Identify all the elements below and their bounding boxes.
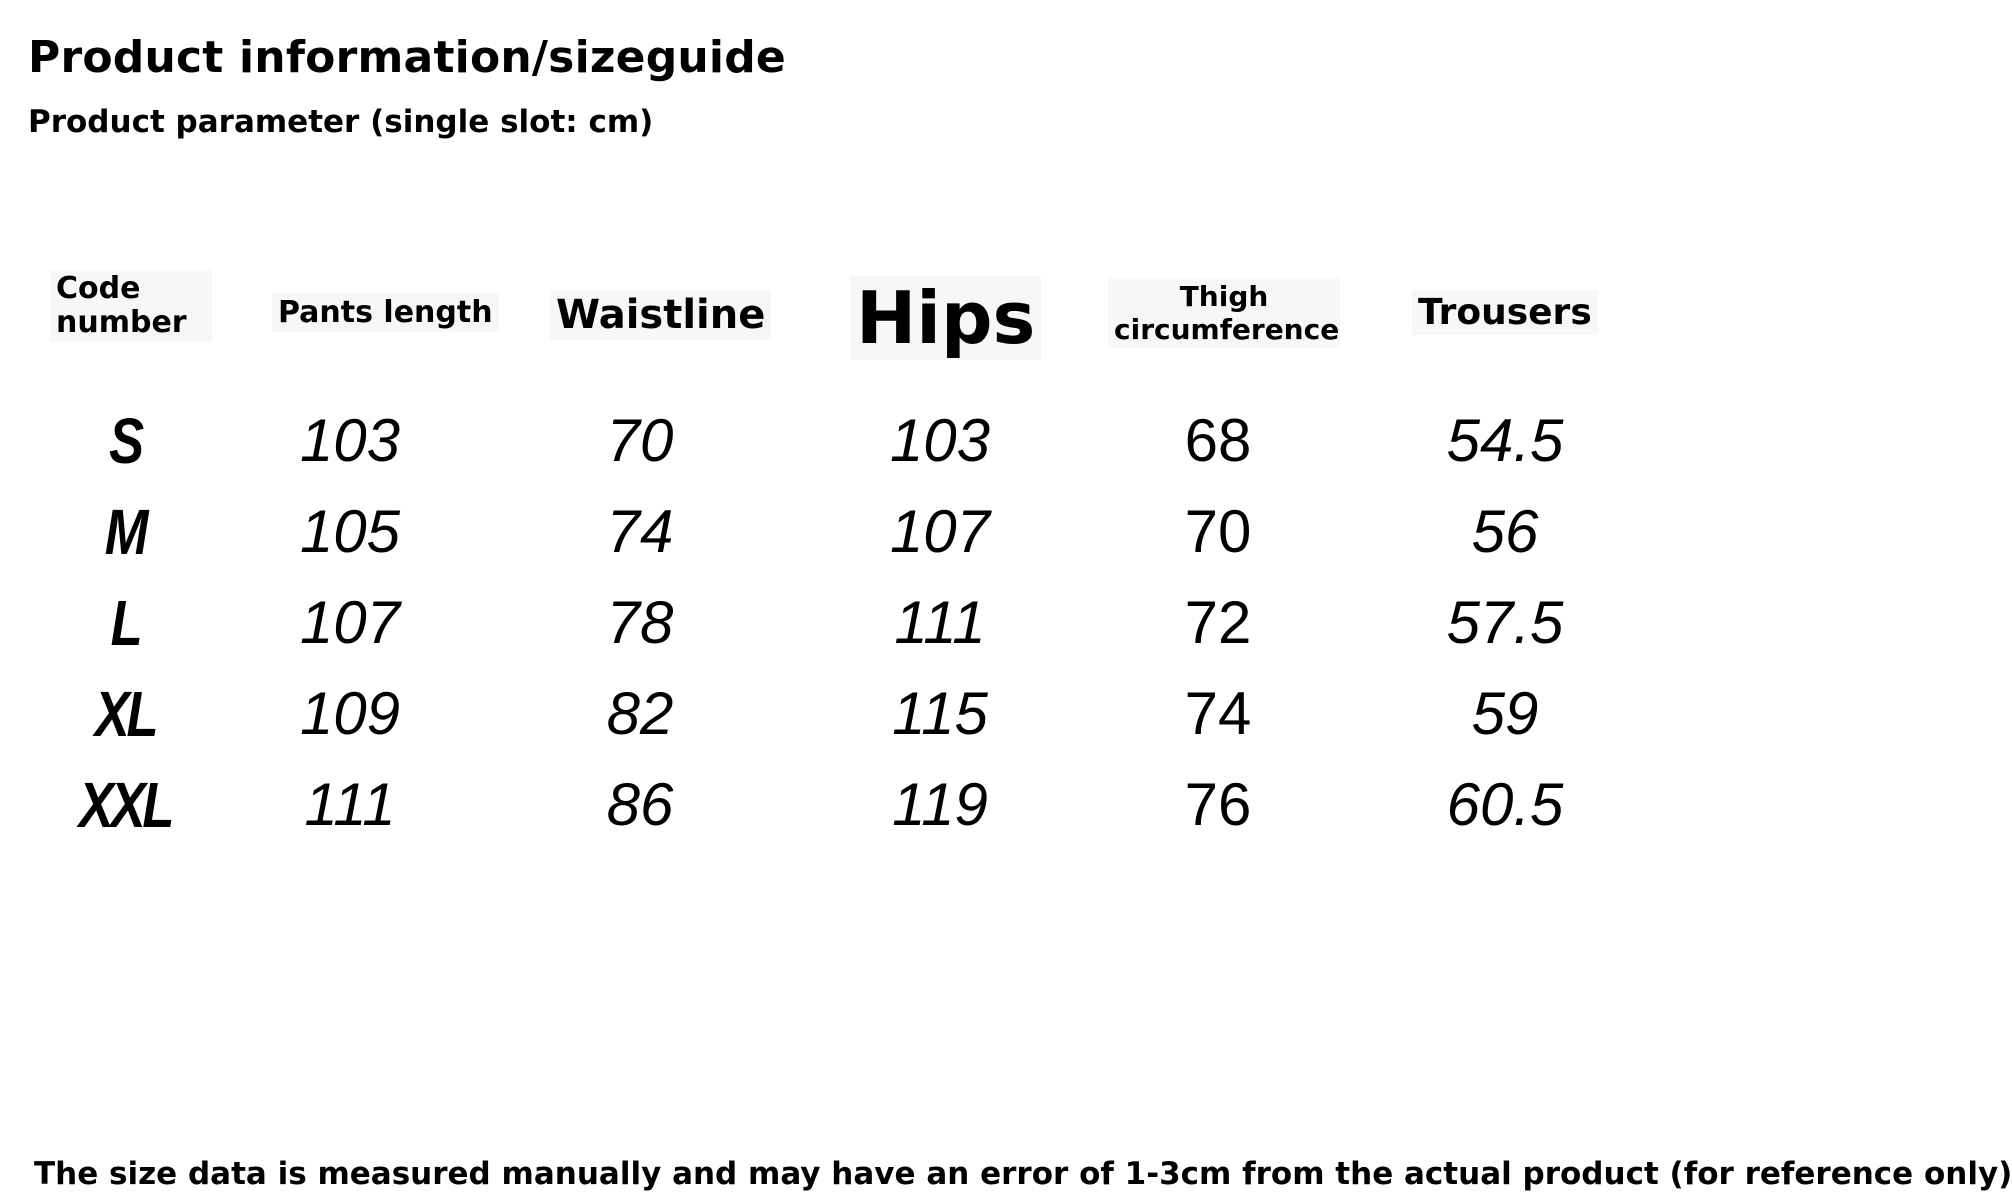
trousers-value: 54.5 (1446, 407, 1564, 474)
table-row (0, 396, 1800, 486)
size-code: L (110, 587, 140, 659)
hips-value: 103 (889, 407, 991, 474)
table-row (0, 578, 1800, 668)
header-waistline: Waistline (550, 290, 771, 340)
page-title: Product information/sizeguide (28, 32, 786, 83)
pants-length-value: 105 (299, 498, 401, 565)
pants-length-value: 109 (299, 680, 401, 747)
header-thigh-circumference (1108, 278, 1340, 348)
hips-value: 107 (889, 498, 991, 565)
pants-length-value: 103 (299, 407, 401, 474)
size-code: XXL (78, 769, 172, 841)
thigh-value: 70 (1184, 498, 1252, 565)
waistline-value: 86 (606, 771, 674, 838)
header-thigh-line2: circumference (1114, 313, 1340, 346)
hips-value: 115 (892, 680, 988, 747)
hips-value: 111 (894, 589, 986, 656)
header-pants-length: Pants length (272, 293, 499, 332)
size-code: XL (94, 678, 156, 750)
size-code: M (104, 496, 146, 568)
pants-length-value: 107 (299, 589, 401, 656)
header-thigh-line1: Thigh (1179, 280, 1269, 313)
header-code-line1: Code (56, 271, 141, 306)
header-code-line2: number (56, 305, 187, 340)
table-row (0, 760, 1800, 850)
thigh-value: 76 (1184, 771, 1252, 838)
trousers-value: 56 (1471, 498, 1539, 565)
measurement-disclaimer: The size data is measured manually and may have an error of 1-3cm from the actual product (for reference only) (34, 1156, 2012, 1192)
header-code-number (50, 270, 212, 342)
thigh-value: 72 (1184, 589, 1252, 656)
header-hips: Hips (850, 276, 1041, 360)
thigh-value: 68 (1184, 407, 1252, 474)
hips-value: 119 (892, 771, 988, 838)
waistline-value: 78 (606, 589, 674, 656)
table-row (0, 487, 1800, 577)
trousers-value: 60.5 (1446, 771, 1564, 838)
thigh-value: 74 (1184, 680, 1252, 747)
pants-length-value: 111 (304, 771, 396, 838)
trousers-value: 57.5 (1446, 589, 1564, 656)
page-subtitle: Product parameter (single slot: cm) (28, 104, 654, 140)
table-row (0, 669, 1800, 759)
header-trousers: Trousers (1412, 290, 1598, 335)
size-code: S (109, 405, 141, 477)
waistline-value: 82 (606, 680, 674, 747)
waistline-value: 74 (606, 498, 674, 565)
trousers-value: 59 (1471, 680, 1539, 747)
waistline-value: 70 (606, 407, 674, 474)
